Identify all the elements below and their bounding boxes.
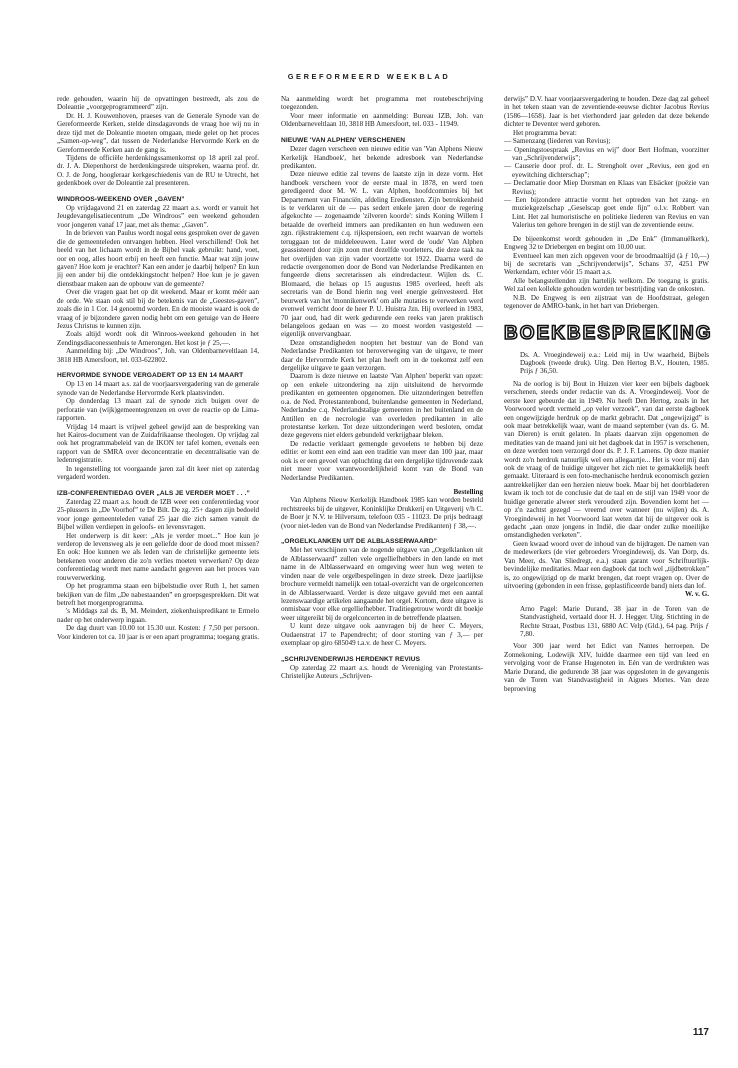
paragraph: Op vrijdagavond 21 en zaterdag 22 maart a.s. wordt er vanuit het Jeugdevangelisatiecentrum „De Windroos” een weekend gehouden voor jongeren vanaf 17 jaar, met als thema: „Gaven”. <box>57 204 259 229</box>
column-3 <box>504 95 713 693</box>
list-item: — Openingstoespraak „Revius en wij” door Bert Hofman, voorzitter van „Schrijvenderwijs”; <box>504 145 709 162</box>
masthead: GEREFORMEERD WEEKBLAD <box>287 72 451 81</box>
paragraph: De redactie verklaart gemengde gevoelens te hebben bij deze editie: er komt een eind aan een traditie van meer dan 100 jaar, maar ook is er een gevoel van opluchting dat een dergelijke tijdrovende zaak niet meer voor verantwoordelijkheid komt van de Bond van Nederlandse Predikanten. <box>281 439 483 482</box>
paragraph: Deze nieuwe editie zal tevens de laatste zijn in deze vorm. Het handboek verscheen voor de eerste maal in 1878, en werd toen geredigeerd door M. W. L. van Alphen, hoofdcommies bij het Departement van Financiën, afdeling Erediensten. Zijn betrokkenheid is te verklaren uit de — pas sedert enkele jaren door de regering afgekochte — zogenaamde 'zilveren koorde': sinds Koning Willem I betaalde de overheid immers aan predikanten en hun weduwen een zgn. rijkstraktement c.q. rijkspensioen, een recht waarvan de wortels teruggaan tot de middeleeuwen. Later werd de 'oude' Van Alphen geassisteerd door zijn zoon met dezelfde voorletters, die deze taak na het overlijden van zijn vader voortzette tot 1922. Daarna werd de redactie overgenomen door de Bond van Nederlandse Predikanten en fungeerde diens secretarissen als eindredacteur. Wijlen ds. C. Blomaard, die helaas op 15 augustus 1985 overleed, heeft als secretaris van de Bond hierin nog veel energie geïnvesteerd. Het beurwerk van het 'monnikenwerk' om alle mutaties te verwerken werd evenwel verricht door de heer P. U. Huistra Jzn. Hij overleed in 1983, 70 jaar oud, had dit werk gedurende een reeks van jaren praktisch belangeloos gedaan en was — zo moest worden vastgesteld — eigenlijk onvervangbaar. <box>281 170 483 339</box>
paragraph: Daarom is deze nieuwe en laatste 'Van Alphen' beperkt van opzet: op een enkele uitzondering na zijn uitsluitend de hervormde predikanten en gemeenten opgenomen. Die uitzonderingen betreffen o.a. de Ned. Protestantenbond, buitenlandse gemeenten in Nederland, Nederlandse c.q. Nederlandstalige gemeenten in het buitenland en de Antillen en de necrologie van overleden predikanten in alle protestantse kerken. Tot deze uitzonderingen werd besloten, omdat deze gegevens niet elders gebundeld verkrijgbaar bleken. <box>281 372 483 440</box>
paragraph: Geen kwaad woord over de inhoud van de bijdragen. De namen van de medewerkers (de vier gebroeders Vroegindeweij, ds. Van Dorp, ds. Van Meer, ds. Van Sliedregt, e.a.) staan garant voor Schriftuurlijk-bevindelijke meditaties. Maar een dagboek dat toch wel „tijdbetrokken” is, zo ongewijzigd op de markt brengen, dat roept vragen op. Over de uitvoering (gebonden in een frisse, geplastificeerde band) niets dan lof. <box>504 539 709 590</box>
paragraph: Op het programma staan een bijbelstudie over Ruth 1, het samen bekijken van de film „De nabestaanden” en groepsgesprekken. Dit wat betreft het morgenprogramma. <box>57 582 259 607</box>
paragraph: Deze omstandigheden noopten het bestuur van de Bond van Nederlandse Predikanten tot heroverweging van de uitgave, te meer daar de Hervormde Kerk het plan heeft om in de toekomst zelf een dergelijke uitgave te gaan verzorgen. <box>281 338 483 373</box>
paragraph: Over die vragen gaat het op dit weekend. Maar er komt méér aan de orde. We staan ook stil bij de betekenis van de „Geestes-gaven”, zoals die in 1 Cor. 14 genoemd worden. En de mooiste waard is ook de vraag of je bijzondere gaven nodig hebt om een getuige van de Heere Jezus Christus te kunnen zijn. <box>57 288 259 330</box>
review-signature: W. v. G. <box>685 590 709 599</box>
paragraph: 's Middags zal ds. B, M. Meindert, ziekenhuispredikant te Ermelo nader op het onderwerp ingaan. <box>57 607 259 624</box>
paragraph: Vrijdag 14 maart is vrijwel geheel gewijd aan de bespreking van het Kairos-document van de Zuidafrikaanse theologen. Op vrijdag zal ook het programmabeleid van de IKON ter tafel komen, evenals een rapport van de SMRA over deconcentratie en decentralisatie van de ledenregistratie. <box>57 422 259 465</box>
article-heading: „SCHRIJVENDERWIJS HERDENKT REVIUS <box>281 655 421 663</box>
paragraph: derwijs” D.V. haar voorjaarsvergadering te houden. Deze dag zal geheel in het teken staan van de zeventiende-eeuwse dichter Jacobus Revius (1586—1658). Jaar is het vierhonderd jaar geleden dat deze bekende dichter te Deventer werd geboren. <box>504 95 709 129</box>
paragraph: rede gehouden, waarin hij de opvattingen bestreedt, als zou de Doleantie „voorgeprogrammeerd” zijn. <box>57 95 259 112</box>
paragraph: N.B. De Engweg is een zijstraat van de Hoofdstraat, gelegen tegenover de AMRO-bank, in het hart van Driebergen. <box>504 293 709 311</box>
program-list <box>504 137 709 230</box>
paragraph: De dag duurt van 10.00 tot 15.30 uur. Kosten: ƒ 7,50 per persoon. Voor kinderen tot ca. 10 jaar is er een apart programma; toegang gratis. <box>57 624 259 641</box>
article-heading: NIEUWE 'VAN ALPHEN' VERSCHENEN <box>281 136 406 144</box>
article-heading: IZB-CONFERENTIEDAG OVER „ALS JE VERDER MOET . . .” <box>57 489 250 497</box>
paragraph: In tegenstelling tot voorgaande jaren zal dit keer niet op zaterdag vergaderd worden. <box>57 464 259 482</box>
list-item: — Causerie door prof. dr. L. Strengholt over „Revius, een god en eyewitching dichterschap”; <box>504 162 709 179</box>
paragraph: Het programma bevat: <box>513 128 577 137</box>
paragraph: Dezer dagen verscheen een nieuwe editie van 'Van Alphens Nieuw Kerkelijk Handboek', het bekende adresboek van Nederlandse predikanten. <box>281 145 483 170</box>
paragraph: Op 13 en 14 maart a.s. zal de voorjaarsvergadering van de generale synode van de Nederlandse Hervormde Kerk plaatsvinden. <box>57 380 259 397</box>
book-header: Arno Pagel: Marie Durand, 38 jaar in de Toren van de Standvastigheid, vertaald door H. J. Hegger. Uitg. Stichting in de Rechte Straat, Postbus 131, 6880 AC Velp (Gld.), 64 pag. Prijs ƒ 7,80. <box>520 604 709 639</box>
paragraph: Zaterdag 22 maart a.s. houdt de IZB weer een conferentiedag voor 25-plussers in „De Voorhof” te De Bilt. De zg. 25+ dagen zijn bedoeld voor jonge gemeenteleden vanaf 25 jaar die zich samen vanuit de Bijbel willen verdiepen in geloofs- en levensvragen. <box>57 497 259 532</box>
list-item: — Samenzang (liederen van Revius); <box>504 137 611 146</box>
paragraph: Op donderdag 13 maart zal de synode zich buigen over de perforatie van (wijk)gemeentegrenzen en over de reactie op de Lima-rapporten. <box>57 397 259 423</box>
paragraph: Tijdens de officiële herdenkingssamenkomst op 18 april zal prof. dr. J. A. Diepenhorst de herdenkingsrede uitspreken, waarna prof. dr. O. J. de Jong, hoogleraar kerkgeschiedenis van de RU te Utrecht, het gedenkboek over de Doleantie zal presenteren. <box>57 153 259 188</box>
paragraph: Op zaterdag 22 maart a.s. houdt de Vereniging van Protestants-Christelijke Auteurs „Schrijven- <box>281 663 483 681</box>
paragraph: U kunt deze uitgave ook aanvragen bij de heer C. Meyers, Oudaenstrat 17 te Papendrecht; of door storting van ƒ 3,— per exemplaar op giro 685049 t.a.v. de heer C. Meyers. <box>281 622 483 648</box>
list-item: — Een bijzondere attractie vormt het optreden van het zang- en muziekgezelschap „Geselscap goet ende fijn” o.l.v. Robbert van Lint. Het zal humoristische en politieke liederen van Revius en van Valerius ten gehore brengen in de stijl van de zeventiende eeuw. <box>504 196 709 230</box>
column-2 <box>281 95 483 681</box>
paragraph: De bijeenkomst wordt gehouden in „De Enk” (Immanuëlkerk), Engweg 32 te Driebergen en begint om 10.00 uur. <box>504 234 709 252</box>
paragraph: Voor 300 jaar werd het Edict van Nantes herroepen. De Zonnekoning, Lodewijk XIV, luidde daarmee een tijd van leed en vervolging voor de Franse Hugenoten in. Eén van de verdrukten was Marie Durand, die gedurende 38 jaar was opgesloten in de gevangenis van de Toren van Standvastigheid in Aigues Mortes. Van deze beproeving <box>504 642 709 693</box>
paragraph: Na aanmelding wordt het programma met routebeschrijving toegezonden. <box>281 95 483 112</box>
paragraph: Dr. H. J. Kouwenhoven, praeses van de Generale Synode van de Gereformeerde Kerken, stelde dinsdagavonds de vraag hoe wij nu in deze tijd met de Doleantie moeten omgaan, mede gelet op het proces „Samen-op-weg”, dat tussen de Nederlandse Hervormde Kerk en de Gereformeerde Kerken aan de gang is. <box>57 111 259 154</box>
article-heading: WINDROOS-WEEKEND OVER „GAVEN” <box>57 195 185 203</box>
paragraph: Alle belangstellenden zijn hartelijk welkom. De toegang is gratis. Wel zal een kollekte gehouden worden ter bestrijding van de onkosten. <box>504 276 709 294</box>
paragraph: Het onderwerp is dit keer: „Als je verder moet...” Hoe kun je verderop de levensweg als je een geliefde door de dood moet missen? En ook: Hoe kunnen we als leden van de christelijke gemeente iets betekenen voor anderen die zo'n verlies moeten verwerken? Op deze conferentiedag wordt met name aandacht gegeven aan het proces van rouwverwerking. <box>57 531 259 582</box>
book-header: Ds. A. Vroegindeweij e.a.: Leid mij in Uw waarheid, Bijbels Dagboek (tweede druk). Uitg. Den Hertog B.V., Houten, 1985. Prijs ƒ 36,50. <box>520 350 709 376</box>
paragraph: Zoals altijd wordt ook dit Winroos-weekend gehouden in het Zendingsdiaconessenhuis te Amerongen. Het kost je ƒ 25,—. <box>57 330 259 347</box>
article-heading: HERVORMDE SYNODE VERGADERT OP 13 EN 14 MAART <box>57 372 244 380</box>
paragraph: Met het verschijnen van de nogende uitgave van „Orgelklanken uit de Alblasserwaard” zullen vele orgelliefhebbers in den lande en met name in de Alblasserwaard en omgeving weer hun weg weten te vinden naar de vele orgelbespelingen in deze streek. Deze jaarlijkse brochure vermeldt namelijk een totaal-overzicht van de orgelconcerten in de Alblasserwaard. Verder is deze uitgave gevuld met een aantal lezenswaardige artikelen aangaande het orgel. Kortom, deze uitgave is onmisbaar voor elke orgelliefhebber. Traditiegetrouw wordt dit boekje weer uitgereikt bij de orgelconcerten in de betreffende plaatsen. <box>281 546 483 622</box>
paragraph: Voor meer informatie en aanmelding: Bureau IZB, Joh. van Oldenbarneveltlaan 10, 3818 HB Amersfoort, tel. 033 - 11949. <box>281 111 483 129</box>
article-heading: „ORGELKLANKEN UIT DE ALBLASSERWAARD” <box>281 538 437 546</box>
paragraph: Eventueel kan men zich opgeven voor de broodmaaltijd (à ƒ 10,—) bij de secretaris van „Schrijvenderwijs”, Schans 37, 4251 PW Werkendam, echter vóór 15 maart a.s. <box>504 251 709 277</box>
page-number: 117 <box>692 1027 709 1038</box>
paragraph: Van Alphens Nieuw Kerkelijk Handboek 1985 kan worden besteld rechtstreeks bij de uitgever, Koninklijke Drukkerij en Uitgeverij v/h C. de Boer jr N.V. te Hilversum, telefoon 035 - 11023. De prijs bedraagt (voor niet-leden van de Bond van Nederlandse Predikanten) ƒ 38,—. <box>281 496 483 530</box>
subheading-bestelling: Bestelling <box>453 487 483 496</box>
column-1 <box>57 95 259 641</box>
paragraph: Na de oorlog is bij Bout in Huizen vier keer een bijbels dagboek verschenen, steeds onder redactie van ds. A. Vroegindeweij. Voor de eerste keer gebeurde dat in 1949. Nu heeft Den Hertog, zoals in het Voorwoord wordt vermeld „op veler verzoek”, van dat eerste dagboek een ongewijzigde herdruk op de markt gebracht. Dat „ongewijzigd” is ook maar betrekkelijk waar, want de maand september (van ds. G. M. van Dieren) is eruit gelaten. In plaats daarvan zijn opgenomen de meditaties van de maand juni uit het dagboek dat in 1957 is verschenen, en deze werden toen verzorgd door ds. P. J. F. Lamens. Op deze manier wordt zo'n herdruk natuurlijk wel een allegaartje... Het is voor mij dan ook de vraag of de huidige uitgever het zich niet te gemakkelijk heeft gemaakt. Uiteraard is een foto-mechanische herdruk economisch gezien aantrekkelijker dan een herzien nieuw boek. Maar bij het doorbladeren kwam ik toch tot de conclusie dat de taal en de stijl van 1949 voor de huidige generatie alweer sterk verouderd zijn. Bovendien komt het — op z'n zachtst gezegd — vreemd over wanneer (nu wijlen) ds. A. Vroegindeweij in het Voorwoord laat weten dat hij de uitgever ook is gedacht „aan onze jongens in Indië, die daar onder zulke moeilijke omstandigheden verketen”. <box>504 379 709 540</box>
section-title: BOEKBESPREKING <box>504 322 713 344</box>
paragraph: Aanmelding bij: „De Windroos”, Joh. van Oldenbarneveltlaan 14, 3818 HB Amersfoort, tel. 033-622802. <box>57 347 259 364</box>
paragraph: In de brieven van Paulus wordt nogal eens gesproken over de gaven die de gemeenteleden ontvangen hebben. Heel verschillend! Ook het beeld van het lichaam wordt in de Bijbel vaak gebruikt: hand, voet, oor en oog, alles hoort erbij en heeft een functie. Maar wat zijn jouw gaven? Hoe kom je erachter? Kan een ander je daarbij helpen? En kun jij een ander bij die ontdekkingstocht helpen? Hoe kun je je gaven dienstbaar maken aan de opbouw van de gemeente? <box>57 229 259 288</box>
list-item: — Declamatie door Miep Dorsman en Klaas van Elsäcker (poëzie van Revius); <box>504 179 709 196</box>
